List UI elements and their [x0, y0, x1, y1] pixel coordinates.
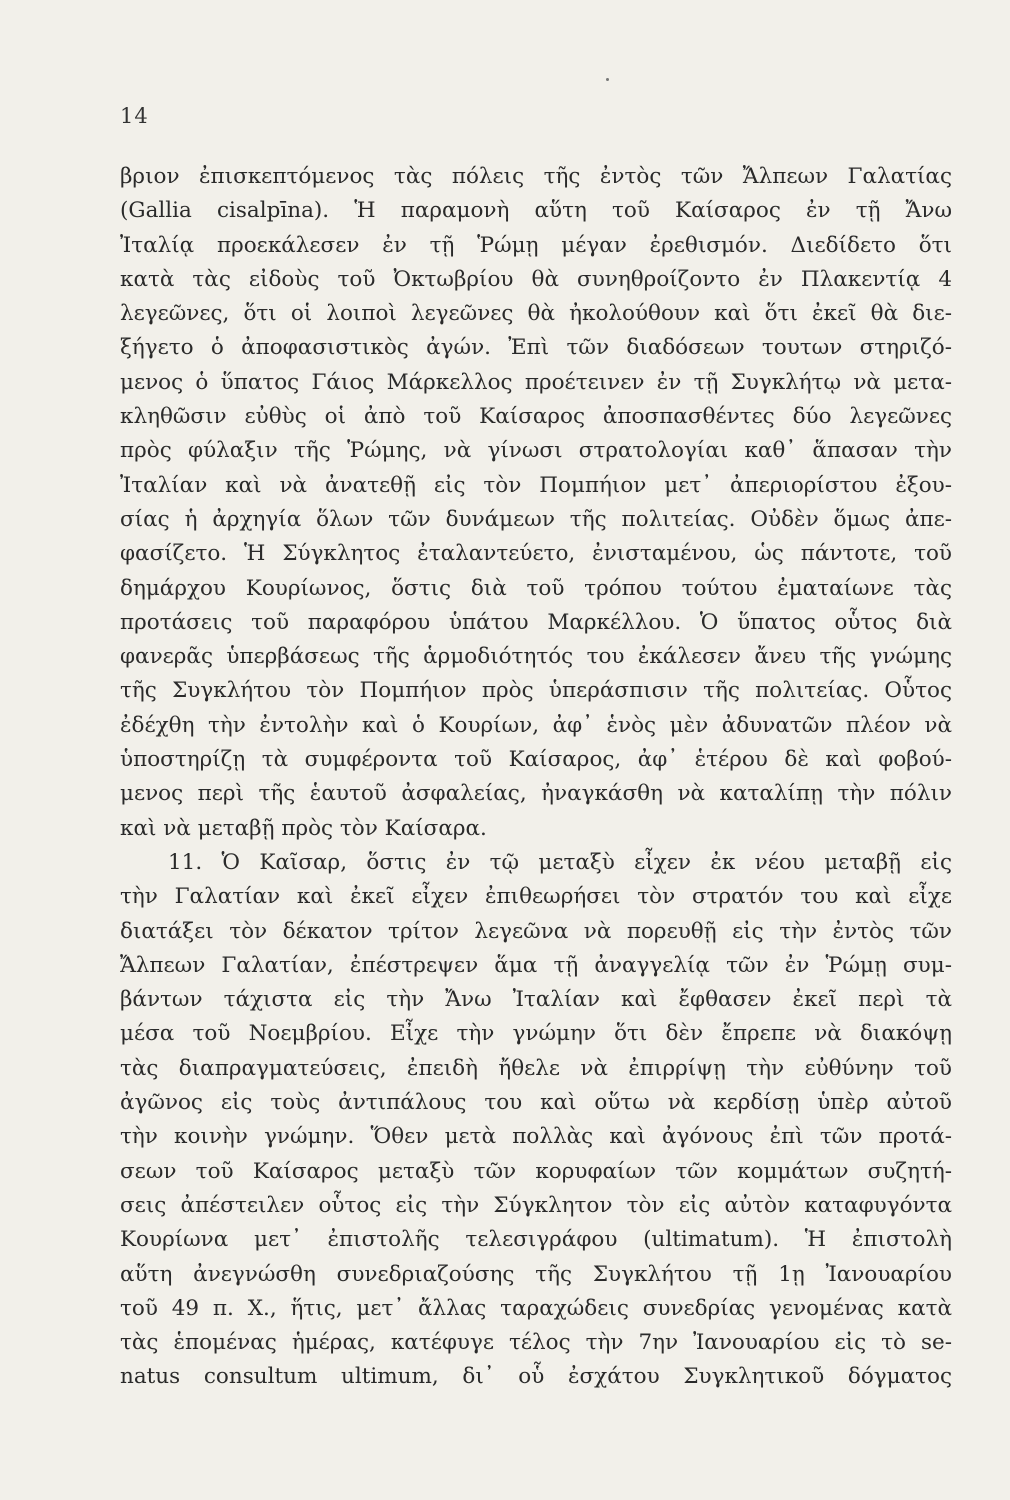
text-line: μενος περὶ τῆς ἑαυτοῦ ἀσφαλείας, ἠναγκάσθη νὰ καταλίπῃ τὴν πόλιν: [120, 781, 952, 807]
body-text: [120, 160, 952, 1395]
text-line: σεων τοῦ Καίσαρος μεταξὺ τῶν κορυφαίων τῶν κομμάτων συζητή-: [120, 1158, 952, 1184]
text-line: Ἰταλίαν καὶ νὰ ἀνατεθῇ εἰς τὸν Πομπήιον μετ᾽ ἀπεριορίστου ἐξου-: [120, 472, 952, 498]
text-line: σίας ἡ ἀρχηγία ὅλων τῶν δυνάμεων τῆς πολιτείας. Οὐδὲν ὅμως ἀπε-: [120, 506, 952, 532]
text-line: πρὸς φύλαξιν τῆς Ῥώμης, νὰ γίνωσι στρατολογίαι καθ᾽ ἅπασαν τὴν: [120, 438, 952, 464]
text-line: τὴν Γαλατίαν καὶ ἐκεῖ εἶχεν ἐπιθεωρήσει τὸν στρατόν του καὶ εἶχε: [120, 884, 952, 910]
text-line: μενος ὁ ὕπατος Γάιος Μάρκελλος προέτεινεν ἐν τῇ Συγκλήτῳ νὰ μετα-: [120, 369, 952, 395]
speck-mark: [606, 78, 609, 81]
text-line: Κουρίωνα μετ᾽ ἐπιστολῆς τελεσιγράφου (ultimatum). Ἡ ἐπιστολὴ: [120, 1227, 952, 1253]
text-line: ἀγῶνος εἰς τοὺς ἀντιπάλους του καὶ οὕτω νὰ κερδίσῃ ὑπὲρ αὐτοῦ: [120, 1090, 952, 1116]
text-line: τὴν κοινὴν γνώμην. Ὅθεν μετὰ πολλὰς καὶ ἀγόνους ἐπὶ τῶν προτά-: [120, 1124, 952, 1150]
text-line: μέσα τοῦ Νοεμβρίου. Εἶχε τὴν γνώμην ὅτι δὲν ἔπρεπε νὰ διακόψῃ: [120, 1021, 952, 1047]
paragraph-start-line: 11. Ὁ Καῖσαρ, ὅστις ἐν τῷ μεταξὺ εἶχεν ἐκ νέου μεταβῇ εἰς: [168, 849, 952, 875]
text-line: καὶ νὰ μεταβῇ πρὸς τὸν Καίσαρα.: [120, 815, 487, 841]
text-line: Ἰταλίᾳ προεκάλεσεν ἐν τῇ Ῥώμῃ μέγαν ἐρεθισμόν. Διεδίδετο ὅτι: [120, 232, 952, 258]
text-line: βάντων τάχιστα εἰς τὴν Ἄνω Ἰταλίαν καὶ ἔφθασεν ἐκεῖ περὶ τὰ: [120, 987, 952, 1013]
text-line: ἐδέχθη τὴν ἐντολὴν καὶ ὁ Κουρίων, ἀφ᾽ ἑνὸς μὲν ἀδυνατῶν πλέον νὰ: [120, 712, 952, 738]
page-number: 14: [120, 104, 149, 128]
text-line: προτάσεις τοῦ παραφόρου ὑπάτου Μαρκέλλου. Ὁ ὕπατος οὗτος διὰ: [120, 609, 952, 635]
text-line: Ἄλπεων Γαλατίαν, ἐπέστρεψεν ἅμα τῇ ἀναγγελίᾳ τῶν ἐν Ῥώμῃ συμ-: [120, 952, 952, 978]
text-line: λεγεῶνες, ὅτι οἱ λοιποὶ λεγεῶνες θὰ ἠκολούθουν καὶ ὅτι ἐκεῖ θὰ διε-: [120, 301, 952, 327]
text-line: σεις ἀπέστειλεν οὗτος εἰς τὴν Σύγκλητον τὸν εἰς αὐτὸν καταφυγόντα: [120, 1192, 952, 1218]
text-line: τὰς διαπραγματεύσεις, ἐπειδὴ ἤθελε νὰ ἐπιρρίψῃ τὴν εὐθύνην τοῦ: [120, 1055, 952, 1081]
text-line: ὑποστηρίζῃ τὰ συμφέροντα τοῦ Καίσαρος, ἀφ᾽ ἑτέρου δὲ καὶ φοβού-: [120, 747, 952, 773]
text-line: natus consultum ultimum, δι᾽ οὗ ἐσχάτου Συγκλητικοῦ δόγματος: [120, 1364, 952, 1390]
text-line: δημάρχου Κουρίωνος, ὅστις διὰ τοῦ τρόπου τούτου ἐματαίωνε τὰς: [120, 575, 952, 601]
text-line: αὕτη ἀνεγνώσθη συνεδριαζούσης τῆς Συγκλήτου τῇ 1ῃ Ἰανουαρίου: [120, 1261, 952, 1287]
text-line: (Gallia cisalpīna). Ἡ παραμονὴ αὕτη τοῦ Καίσαρος ἐν τῇ Ἄνω: [120, 198, 952, 224]
text-line: διατάξει τὸν δέκατον τρίτον λεγεῶνα νὰ πορευθῇ εἰς τὴν ἐντὸς τῶν: [120, 918, 952, 944]
text-line: φανερᾶς ὑπερβάσεως τῆς ἁρμοδιότητός του ἐκάλεσεν ἄνευ τῆς γνώμης: [120, 644, 952, 670]
text-line: τῆς Συγκλήτου τὸν Πομπήιον πρὸς ὑπεράσπισιν τῆς πολιτείας. Οὗτος: [120, 678, 952, 704]
text-line: κατὰ τὰς εἰδοὺς τοῦ Ὀκτωβρίου θὰ συνηθροίζοντο ἐν Πλακεντίᾳ 4: [120, 266, 952, 292]
text-line: τοῦ 49 π. Χ., ἥτις, μετ᾽ ἄλλας ταραχώδεις συνεδρίας γενομένας κατὰ: [120, 1295, 952, 1321]
text-line: φασίζετο. Ἡ Σύγκλητος ἐταλαντεύετο, ἐνισταμένου, ὡς πάντοτε, τοῦ: [120, 541, 952, 567]
text-line: κληθῶσιν εὐθὺς οἱ ἀπὸ τοῦ Καίσαρος ἀποσπασθέντες δύο λεγεῶνες: [120, 404, 952, 430]
text-line: βριον ἐπισκεπτόμενος τὰς πόλεις τῆς ἐντὸς τῶν Ἄλπεων Γαλατίας: [120, 164, 952, 189]
text-line: ξήγετο ὁ ἀποφασιστικὸς ἀγών. Ἐπὶ τῶν διαδόσεων τουτων στηριζό-: [120, 335, 952, 361]
text-line: τὰς ἑπομένας ἡμέρας, κατέφυγε τέλος τὴν 7ην Ἰανουαρίου εἰς τὸ se-: [120, 1330, 952, 1356]
